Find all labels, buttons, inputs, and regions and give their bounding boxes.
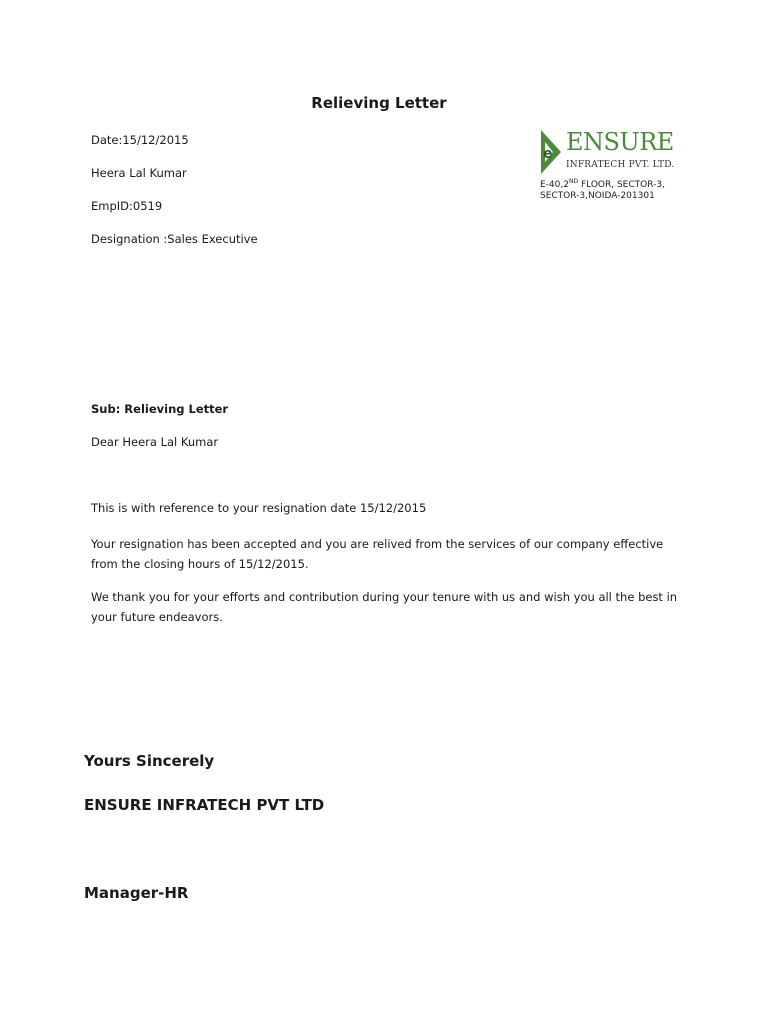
letter-title: Relieving Letter (311, 94, 447, 112)
company-address-line-2: SECTOR-3,NOIDA-201301 (540, 191, 655, 201)
address-superscript: ND (568, 178, 579, 185)
address-part: E-40,2 (540, 180, 569, 190)
paragraph-2: Your resignation has been accepted and you are relived from the services of our company effective from the closing hours of 15/12/2015. (91, 537, 664, 571)
ensure-logo-mark-icon (539, 130, 563, 174)
paragraph-1: This is with reference to your resignation date 15/12/2015 (91, 501, 427, 515)
closing-salutation: Yours Sincerely (84, 752, 215, 770)
employee-id: EmpID:0519 (91, 199, 163, 213)
letter-date: Date:15/12/2015 (91, 133, 189, 147)
logo-brand-text: ENSURE (566, 128, 674, 156)
paragraph-3: We thank you for your efforts and contribution during your tenure with us and wish you all the best in your future endeavors. (91, 590, 678, 624)
company-name: ENSURE INFRATECH PVT LTD (84, 796, 325, 814)
logo-sub-text: INFRATECH PVT. LTD. (566, 160, 675, 170)
company-logo (539, 128, 679, 176)
signatory-title: Manager-HR (84, 884, 189, 902)
employee-name: Heera Lal Kumar (91, 166, 187, 180)
letter-greeting: Dear Heera Lal Kumar (91, 435, 219, 449)
employee-designation: Designation :Sales Executive (91, 232, 258, 246)
letter-subject: Sub: Relieving Letter (91, 402, 229, 416)
address-part: FLOOR, SECTOR-3, (578, 180, 665, 190)
svg-text:e: e (543, 146, 553, 162)
company-address-line-1 (540, 178, 665, 190)
